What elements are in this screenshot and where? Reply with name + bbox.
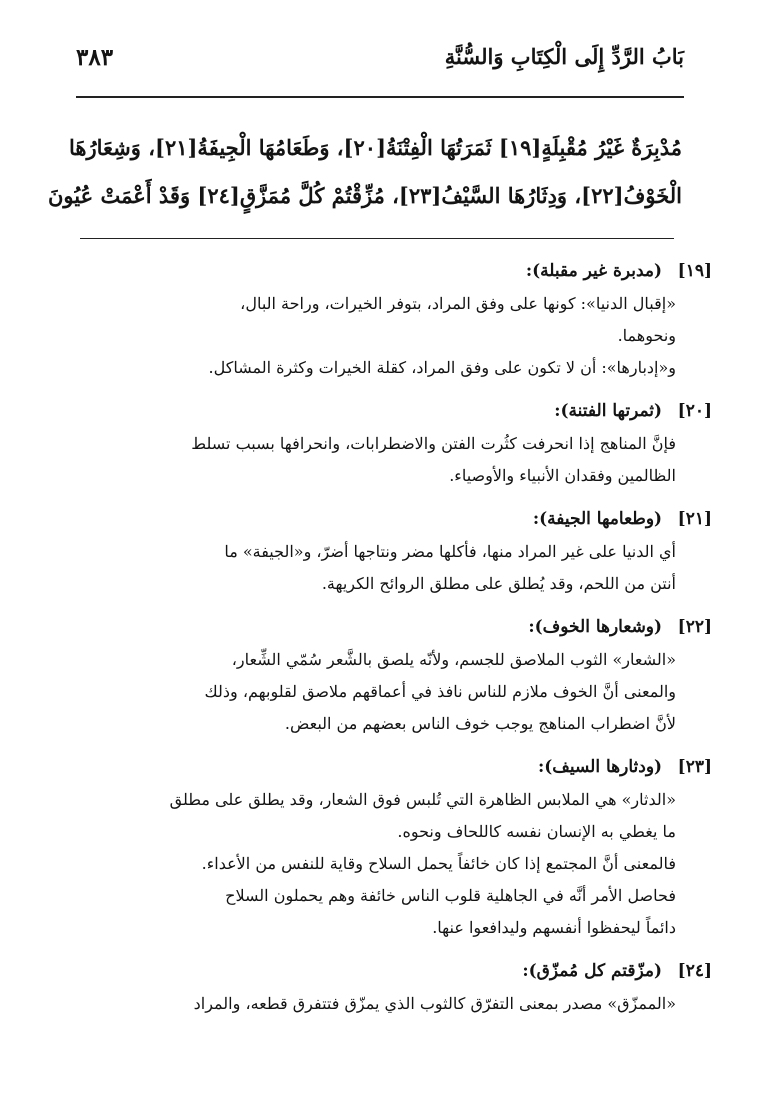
footnote-number: [٢٤] bbox=[677, 961, 712, 981]
footnote-line: دائماً ليحفظوا أنفسهم وليدافعوا عنها. bbox=[432, 918, 676, 937]
footnote-line: «الدثار» هي الملابس الظاهرة التي تُلبس فوق الشعار، وقد يطلق على مطلق bbox=[169, 790, 676, 809]
page-number: ٣٨٣ bbox=[76, 44, 114, 71]
footnote-line: والمعنى أنَّ الخوف ملازم للناس نافذ في أعماقهم ملاصق لقلوبهم، وذلك bbox=[204, 682, 676, 701]
footnote-line: «الشعار» الثوب الملاصق للجسم، ولأنّه يلصق بالشَّعر سُمّي الشِّعار، bbox=[231, 650, 676, 669]
page-header bbox=[76, 44, 684, 84]
footnote-title: (ودثارها السيف): bbox=[537, 757, 663, 777]
footnotes bbox=[74, 254, 712, 1030]
footnote-title: (وطعامها الجيفة): bbox=[532, 509, 663, 529]
footnote-line: الظالمين وفقدان الأنبياء والأوصياء. bbox=[449, 466, 676, 485]
footnote-heading bbox=[74, 394, 712, 428]
footnote-number: [١٩] bbox=[677, 261, 712, 281]
footnote-line: فإنَّ المناهج إذا انحرفت كثُرت الفتن والاضطرابات، وانحرافها بسبب تسلط bbox=[191, 434, 676, 453]
footnote-20 bbox=[74, 394, 712, 492]
footnote-line: ونحوهما. bbox=[617, 326, 676, 345]
sermon-line: مُدْبِرَةٌ غَيْرُ مُقْبِلَةٍ[١٩] ثَمَرَتُهَا الْفِتْنَةُ[٢٠]، وَطَعَامُهَا الْجِيفَةُ[٢١]، وَشِعَارُهَا bbox=[69, 135, 682, 160]
footnote-number: [٢١] bbox=[677, 509, 712, 529]
footnote-title: (وشعارها الخوف): bbox=[528, 617, 663, 637]
footnote-line: فالمعنى أنَّ المجتمع إذا كان خائفاً يحمل السلاح وقاية للنفس من الأعداء. bbox=[201, 854, 676, 873]
footnote-title: (مزّقتم كل مُمزّق): bbox=[522, 961, 663, 981]
footnote-number: [٢٢] bbox=[677, 617, 712, 637]
sermon-text bbox=[48, 124, 682, 220]
footnote-21 bbox=[74, 502, 712, 600]
header-divider bbox=[76, 96, 684, 98]
footnotes-divider bbox=[80, 238, 674, 239]
footnote-line: أنتن من اللحم، وقد يُطلق على مطلق الروائح الكريهة. bbox=[321, 574, 676, 593]
footnote-number: [٢٣] bbox=[677, 757, 712, 777]
footnote-24 bbox=[74, 954, 712, 1020]
footnote-line: و«إدبارها»: أن لا تكون على وفق المراد، كقلة الخيرات وكثرة المشاكل. bbox=[208, 358, 676, 377]
footnote-heading bbox=[74, 954, 712, 988]
footnote-line: فحاصل الأمر أنَّه في الجاهلية قلوب الناس خائفة وهم يحملون السلاح bbox=[225, 886, 676, 905]
footnote-heading bbox=[74, 254, 712, 288]
footnote-22 bbox=[74, 610, 712, 740]
footnote-23 bbox=[74, 750, 712, 944]
footnote-heading bbox=[74, 610, 712, 644]
sermon-line: الْخَوْفُ[٢٢]، وَدِثَارُهَا السَّيْفُ[٢٣]، مُزِّقْتُمْ كُلَّ مُمَزَّقٍ[٢٤] وَقَدْ أَعْمَتْ عُيُونَ bbox=[48, 183, 682, 208]
footnote-line: «إقبال الدنيا»: كونها على وفق المراد، بتوفر الخيرات، وراحة البال، bbox=[240, 294, 676, 313]
footnote-title: (مدبرة غير مقبلة): bbox=[525, 261, 663, 281]
footnote-number: [٢٠] bbox=[677, 401, 712, 421]
footnote-line: ما يغطي به الإنسان نفسه كاللحاف ونحوه. bbox=[397, 822, 676, 841]
running-title: بَابُ الرَّدِّ إِلَى الْكِتَابِ وَالسُّنَّةِ bbox=[444, 44, 684, 69]
footnote-heading bbox=[74, 502, 712, 536]
footnote-19 bbox=[74, 254, 712, 384]
footnote-title: (ثمرتها الفتنة): bbox=[554, 401, 663, 421]
footnote-line: لأنَّ اضطراب المناهج يوجب خوف الناس بعضهم من البعض. bbox=[284, 714, 676, 733]
footnote-heading bbox=[74, 750, 712, 784]
footnote-line: أي الدنيا على غير المراد منها، فأكلها مضر ونتاجها أضرّ، و«الجيفة» ما bbox=[224, 542, 676, 561]
footnote-line: «الممزّق» مصدر بمعنى التفرّق كالثوب الذي يمزّق فتتفرق قطعه، والمراد bbox=[193, 994, 676, 1013]
